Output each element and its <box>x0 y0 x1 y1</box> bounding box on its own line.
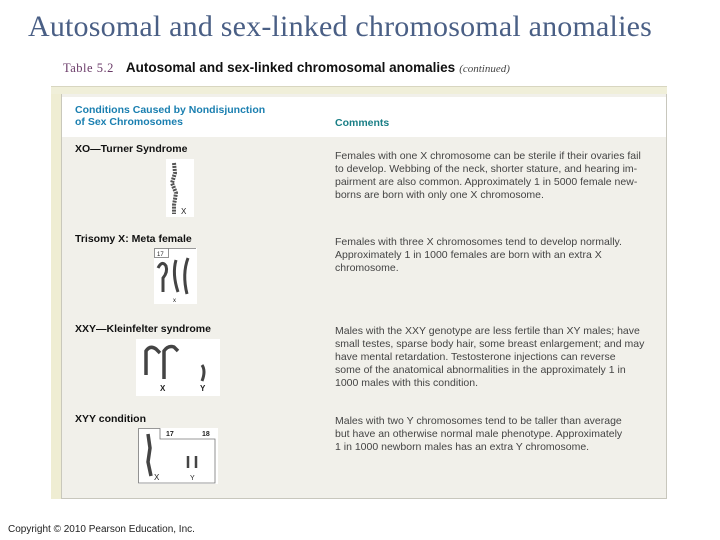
karyotype-label: x <box>173 298 176 304</box>
header-condition-line2: of Sex Chromosomes <box>75 116 183 128</box>
comment-line: 1 in 1000 newborn males has an extra Y chromosome. <box>335 441 590 453</box>
table-caption <box>63 60 510 76</box>
table-frame-top <box>51 86 667 94</box>
karyotype-label: Y <box>200 384 206 393</box>
comment-line: pairment are also common. Approximately 1 in 5000 female new- <box>335 176 638 188</box>
comment-text <box>335 236 655 275</box>
comment-line: Approximately 1 in 1000 females are born with an extra X <box>335 249 602 261</box>
header-condition-line1: Conditions Caused by Nondisjunction <box>75 104 266 116</box>
table-frame-left <box>51 94 62 499</box>
condition-name: XYY condition <box>75 413 146 425</box>
karyotype-label: Y <box>190 475 195 482</box>
comment-text <box>335 415 655 454</box>
comment-line: Males with the XXY genotype are less fertile than XY males; have <box>335 325 640 337</box>
comment-line: 1000 males with this condition. <box>335 377 478 389</box>
comment-line: have mental retardation. Testosterone injections can reverse <box>335 351 616 363</box>
table-row <box>62 413 666 498</box>
comment-line: small testes, sparse body hair, some breast enlargement; and may <box>335 338 645 350</box>
comment-line: some of the anatomical abnormalities in the approximately 1 in <box>335 364 626 376</box>
comment-line: Males with two Y chromosomes tend to be taller than average <box>335 415 622 427</box>
table-row <box>62 233 666 313</box>
karyotype-image-turner <box>166 159 194 217</box>
header-condition <box>75 104 265 128</box>
slide-title: Autosomal and sex-linked chromosomal anomalies <box>27 10 653 43</box>
copyright-notice: Copyright © 2010 Pearson Education, Inc. <box>8 524 195 535</box>
karyotype-label: X <box>160 384 166 393</box>
comment-text <box>335 325 655 390</box>
karyotype-label: 17 <box>166 431 174 438</box>
karyotype-image-trisomy-x <box>154 248 197 304</box>
karyotype-image-xxy <box>136 339 220 396</box>
table-row <box>62 323 666 408</box>
karyotype-label: 17 <box>157 252 164 258</box>
table-continued: (continued) <box>459 63 510 75</box>
table-header <box>62 97 666 137</box>
comment-line: Females with three X chromosomes tend to develop normally. <box>335 236 622 248</box>
comment-text <box>335 150 655 202</box>
condition-name: Trisomy X: Meta female <box>75 233 192 245</box>
table-title: Autosomal and sex-linked chromosomal anomalies <box>125 60 456 75</box>
karyotype-image-xyy <box>138 428 218 484</box>
condition-name: XO—Turner Syndrome <box>75 143 188 155</box>
karyotype-label: X <box>181 207 187 216</box>
table-row <box>62 143 666 223</box>
condition-name: XXY—Kleinfelter syndrome <box>75 323 211 335</box>
comment-line: Females with one X chromosome can be sterile if their ovaries fail <box>335 150 641 162</box>
comment-line: to develop. Webbing of the neck, shorter stature, and hearing im- <box>335 163 638 175</box>
comment-line: chromosome. <box>335 262 399 274</box>
karyotype-label: 18 <box>202 431 210 438</box>
header-comments: Comments <box>335 117 390 129</box>
table-label: Table 5.2 <box>63 61 114 75</box>
comment-line: but have an otherwise normal male phenotype. Approximately <box>335 428 623 440</box>
comment-line: borns are born with only one X chromosome. <box>335 189 544 201</box>
karyotype-label: X <box>154 473 160 482</box>
